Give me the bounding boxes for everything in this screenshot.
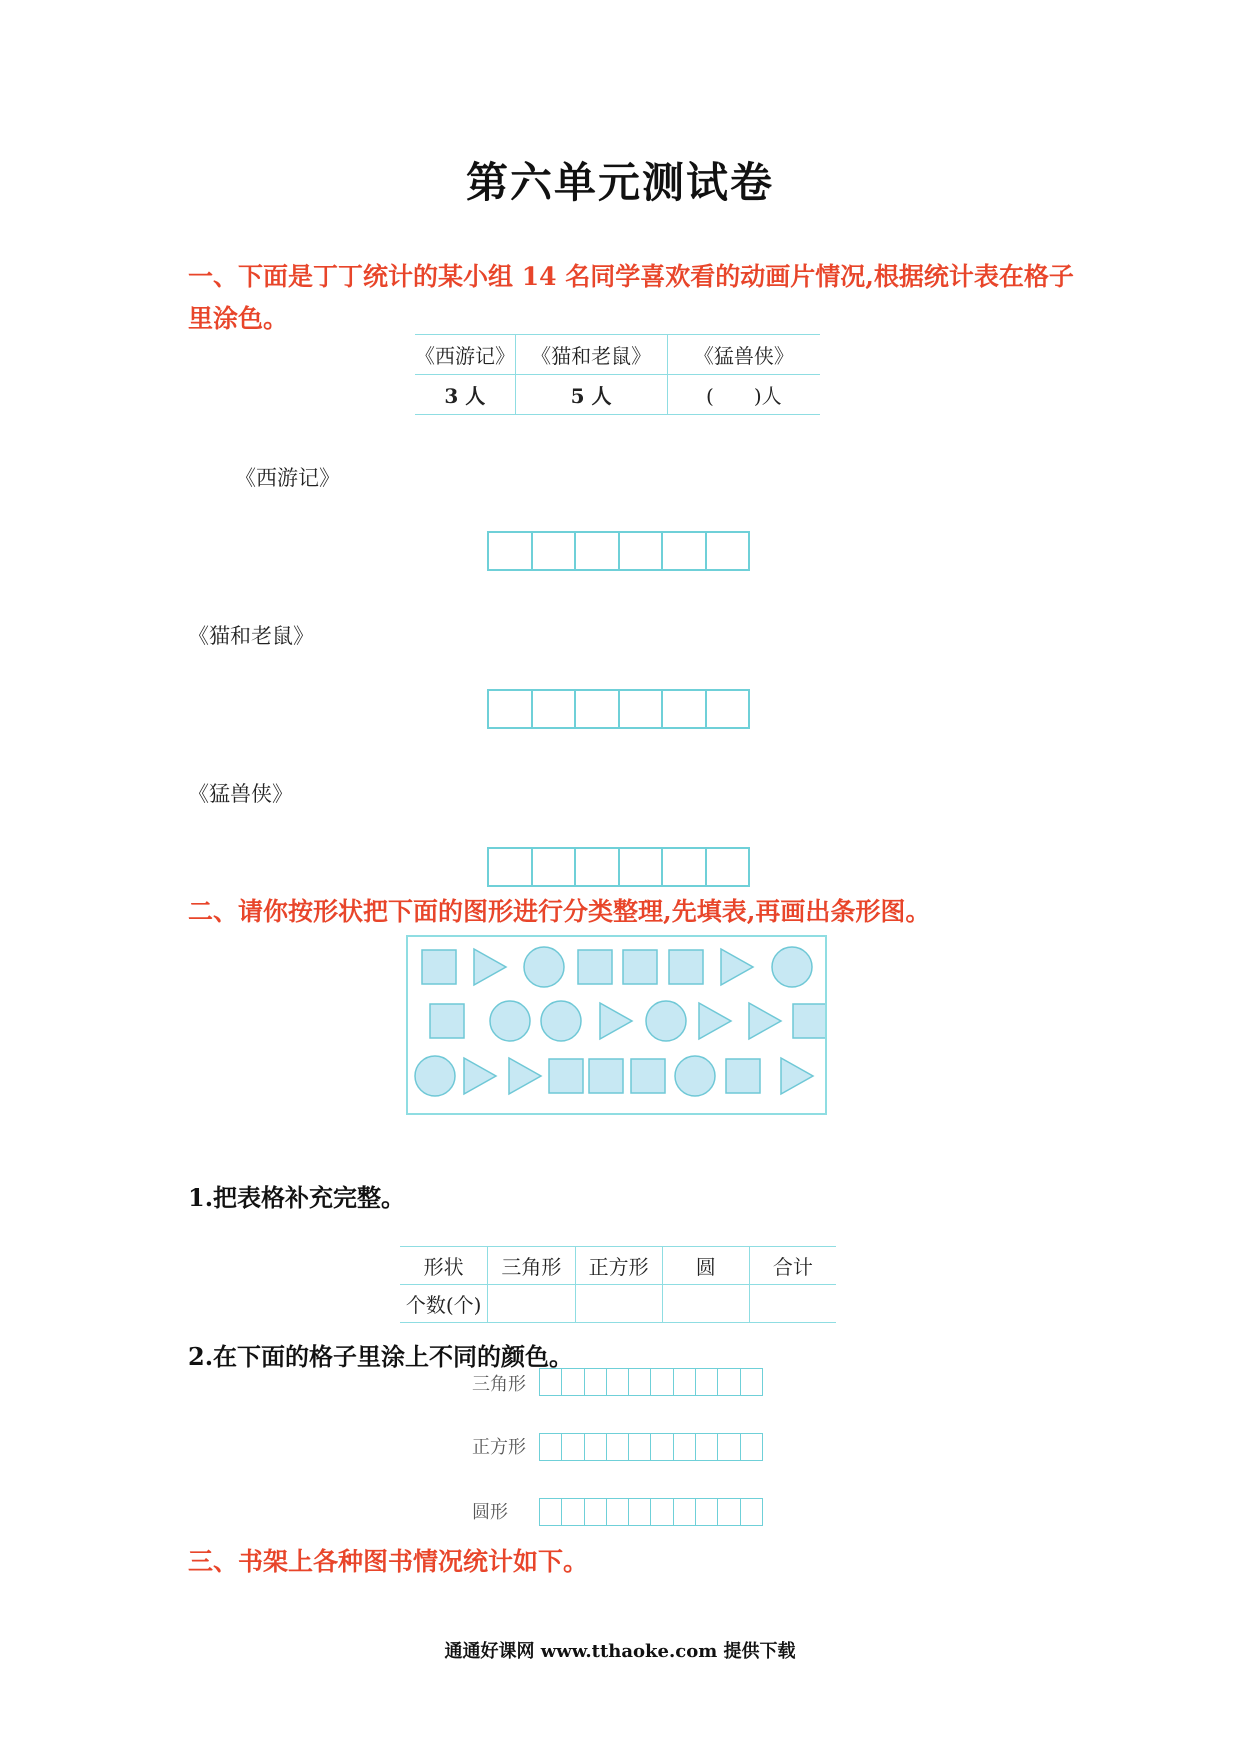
grid-cell[interactable] (574, 691, 618, 727)
bar-grid-triangle[interactable] (539, 1368, 763, 1396)
triangle-shape (600, 1003, 632, 1039)
table-header-cell: 《西游记》 (415, 335, 515, 375)
circle-shape (415, 1056, 455, 1096)
color-grid-xiyouji[interactable] (487, 531, 750, 571)
shapes-panel (406, 935, 827, 1115)
triangle-shape (781, 1058, 813, 1094)
page-title: 第六单元测试卷 (465, 158, 774, 207)
row-label-mengshouxia: 《猛兽侠》 (188, 782, 293, 806)
grid-cell[interactable] (705, 691, 749, 727)
grid-cell[interactable] (661, 691, 705, 727)
count-header-cell: 正方形 (575, 1247, 662, 1285)
count-header-cell: 三角形 (488, 1247, 575, 1285)
table-value-cell: ( )人 (667, 375, 820, 415)
section3-heading: 三、书架上各种图书情况统计如下。 (188, 1547, 589, 1576)
triangle-shape (721, 949, 753, 985)
triangle-shape (509, 1058, 541, 1094)
circle-shape (675, 1056, 715, 1096)
color-grid-mengshouxia[interactable] (487, 847, 750, 887)
triangle-shape (749, 1003, 781, 1039)
grid-cell[interactable] (661, 533, 705, 569)
count-row-label: 个数(个) (400, 1285, 488, 1323)
q2-prompt: 2.在下面的格子里涂上不同的颜色。 (188, 1342, 574, 1371)
count-input-cell[interactable] (662, 1285, 749, 1323)
square-shape (631, 1059, 665, 1093)
triangle-shape (474, 949, 506, 985)
bar-grid-circle[interactable] (539, 1498, 763, 1526)
circle-shape (524, 947, 564, 987)
footer-credit: 通通好课网 www.tthaoke.com 提供下载 (444, 1641, 796, 1662)
q1-prompt: 1.把表格补充完整。 (188, 1183, 406, 1212)
circle-shape (646, 1001, 686, 1041)
bar-label-square: 正方形 (472, 1437, 526, 1458)
square-shape (793, 1004, 825, 1038)
color-grid-maohelaoshu[interactable] (487, 689, 750, 729)
grid-cell[interactable] (661, 849, 705, 885)
section1-heading-line1: 一、下面是丁丁统计的某小组 14 名同学喜欢看的动画片情况,根据统计表在格子 (188, 262, 1074, 291)
square-shape (726, 1059, 760, 1093)
grid-cell[interactable] (705, 849, 749, 885)
square-shape (589, 1059, 623, 1093)
square-shape (669, 950, 703, 984)
table-value-cell: 3 人 (415, 375, 515, 415)
circle-shape (490, 1001, 530, 1041)
section2-heading: 二、请你按形状把下面的图形进行分类整理,先填表,再画出条形图。 (188, 897, 931, 926)
square-shape (623, 950, 657, 984)
square-shape (422, 950, 456, 984)
shapes-figure (408, 937, 825, 1113)
shape-count-table (400, 1246, 836, 1323)
table-header-cell: 《猫和老鼠》 (515, 335, 667, 375)
grid-cell[interactable] (489, 691, 531, 727)
bar-label-circle: 圆形 (472, 1502, 508, 1523)
table-value-cell: 5 人 (515, 375, 667, 415)
count-input-cell[interactable] (488, 1285, 575, 1323)
grid-cell[interactable] (574, 533, 618, 569)
grid-cell[interactable] (531, 533, 575, 569)
grid-cell[interactable] (705, 533, 749, 569)
circle-shape (772, 947, 812, 987)
count-header-cell: 圆 (662, 1247, 749, 1285)
triangle-shape (464, 1058, 496, 1094)
grid-cell[interactable] (489, 533, 531, 569)
square-shape (430, 1004, 464, 1038)
grid-cell[interactable] (531, 691, 575, 727)
grid-cell[interactable] (574, 849, 618, 885)
bar-label-triangle: 三角形 (472, 1374, 526, 1395)
row-label-maohelaoshu: 《猫和老鼠》 (188, 624, 314, 648)
grid-cell[interactable] (489, 849, 531, 885)
count-input-cell[interactable] (575, 1285, 662, 1323)
count-header-cell: 形状 (400, 1247, 488, 1285)
table-header-cell: 《猛兽侠》 (667, 335, 820, 375)
grid-cell[interactable] (618, 849, 662, 885)
square-shape (549, 1059, 583, 1093)
count-header-cell: 合计 (749, 1247, 836, 1285)
triangle-shape (699, 1003, 731, 1039)
count-input-cell[interactable] (749, 1285, 836, 1323)
section1-stat-table (415, 334, 820, 415)
section1-heading-line2: 里涂色。 (188, 304, 289, 333)
grid-cell[interactable] (618, 533, 662, 569)
row-label-xiyouji: 《西游记》 (235, 466, 340, 490)
square-shape (578, 950, 612, 984)
circle-shape (541, 1001, 581, 1041)
bar-grid-square[interactable] (539, 1433, 763, 1461)
grid-cell[interactable] (618, 691, 662, 727)
grid-cell[interactable] (531, 849, 575, 885)
